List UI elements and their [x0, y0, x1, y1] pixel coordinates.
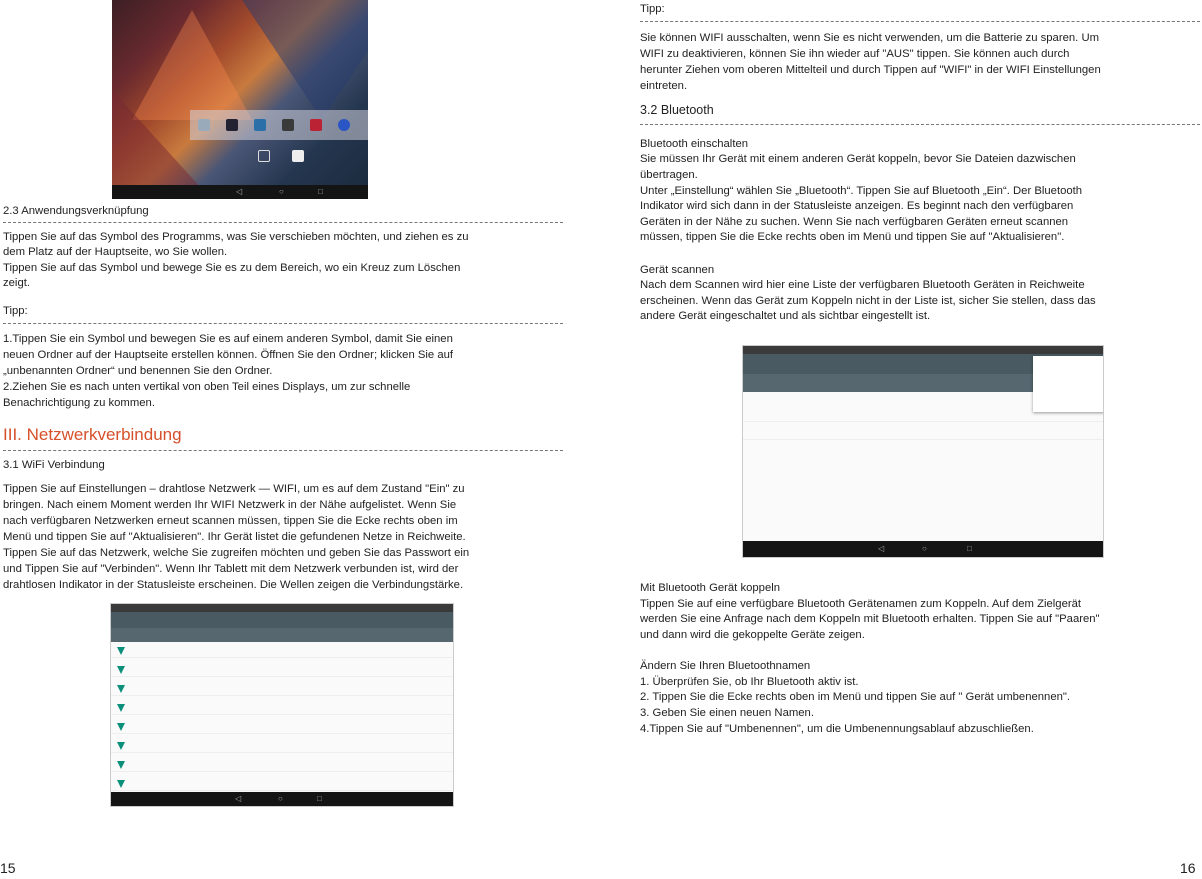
paragraph-line: Mit Bluetooth Gerät koppeln: [640, 582, 781, 594]
section-3-1-title: 3.1 WiFi Verbindung: [3, 459, 105, 471]
tip-title: Tipp:: [3, 305, 28, 317]
app-icon: [226, 119, 238, 131]
paragraph-line: Menü und tippen Sie auf "Aktualisieren". Ihr Gerät listet die gefundenen Netze in Reichweite.: [3, 531, 466, 543]
paragraph-line: Sie können WIFI ausschalten, wenn Sie es nicht verwenden, um die Batterie zu sparen. Um: [640, 32, 1100, 44]
paragraph-line: 4.Tippen Sie auf "Umbenennen", um die Umbenennungsablauf abzuschließen.: [640, 723, 1034, 735]
list-item: [111, 739, 453, 753]
wifi-icon: [117, 761, 125, 769]
paragraph-line: 2.Ziehen Sie es nach unten vertikal von oben Teil eines Displays, um zur schnelle: [3, 381, 411, 393]
app-icon: [254, 119, 266, 131]
paragraph-line: Unter „Einstellung“ wählen Sie „Bluetooth“. Tippen Sie auf Bluetooth „Ein“. Der Bluetooth: [640, 185, 1083, 197]
wifi-icon: [117, 704, 125, 712]
wifi-icon: [117, 742, 125, 750]
overflow-menu: [1033, 356, 1104, 412]
paragraph-line: „unbenannten Ordner“ und benennen Sie den Ordner.: [3, 365, 273, 377]
paragraph-line: Tippen Sie auf Einstellungen – drahtlose Netzwerk — WIFI, um es auf dem Zustand "Ein" zu: [3, 483, 465, 495]
paragraph-line: herunter Ziehen vom oberen Mittelteil und durch Tippen auf "WIFI" in der WIFI Einstellungen: [640, 64, 1101, 76]
paragraph-line: 2. Tippen Sie die Ecke rechts oben im Menü und tippen Sie auf " Gerät umbenennen".: [640, 691, 1071, 703]
app-icon: [310, 119, 322, 131]
list-item: [111, 644, 453, 658]
paragraph-line: und Tippen Sie auf "Verbinden". Wenn Ihr Tablett mit dem Netzwerk verbunden ist, wird der: [3, 563, 459, 575]
app-icon: [258, 150, 270, 162]
paragraph-line: eintreten.: [640, 80, 688, 92]
wifi-icon: [117, 685, 125, 693]
list-item: [111, 777, 453, 791]
home-icon: ○: [279, 187, 284, 196]
paragraph-line: und dann wird die gekoppelte Geräte zeigen.: [640, 629, 865, 641]
recents-icon: □: [318, 187, 323, 196]
tip-title: Tipp:: [640, 3, 665, 15]
list-item: [111, 758, 453, 772]
app-dock: [190, 110, 368, 140]
chapter-title: III. Netzwerkverbindung: [3, 425, 182, 444]
paragraph-line: Geräten in der Nähe zu suchen. Wenn Sie nach verfügbaren Geräten erneut scannen: [640, 216, 1069, 228]
paragraph-line: dem Platz auf der Hauptseite, wo Sie wollen.: [3, 246, 228, 258]
paragraph-line: andere Gerät eingeschaltet und als sichtbar eingestellt ist.: [640, 310, 931, 322]
wifi-icon: [117, 647, 125, 655]
paragraph-line: werden Sie eine Anfrage nach dem Koppeln mit Bluetooth erhalten. Tippen Sie auf "Paaren": [640, 613, 1100, 625]
bluetooth-settings-screenshot: [742, 345, 1104, 558]
paragraph-line: müssen, tippen Sie die Ecke rechts oben im Menü und tippen Sie auf "Aktualisieren".: [640, 231, 1065, 243]
home-icon: ○: [922, 544, 927, 553]
list-item: [111, 720, 453, 734]
paragraph-line: Indikator wird sich dann in der Statusleiste anzeigen. Es beginnt nach den verfügbaren: [640, 200, 1074, 212]
paragraph-line: Gerät scannen: [640, 264, 715, 276]
paragraph-line: nach verfügbaren Netzwerken erneut scannen müssen, tippen Sie die Ecke rechts oben im: [3, 515, 458, 527]
paragraph-line: bringen. Nach einem Moment werden Ihr WIFI Netzwerk in der Nähe aufgelistet. Wenn Sie: [3, 499, 457, 511]
paragraph-line: Bluetooth einschalten: [640, 138, 749, 150]
page-15: [0, 0, 600, 879]
paragraph-line: zeigt.: [3, 277, 31, 289]
back-icon: ◁: [878, 544, 885, 553]
back-icon: ◁: [236, 187, 243, 196]
paragraph-line: Tippen Sie auf das Netzwerk, welche Sie zugreifen möchten und geben Sie das Passwort ein: [3, 547, 470, 559]
paragraph-line: Tippen Sie auf eine verfügbare Bluetooth Gerätenamen zum Koppeln. Auf dem Zielgerät: [640, 598, 1082, 610]
back-icon: ◁: [235, 794, 242, 803]
paragraph-line: übertragen.: [640, 169, 698, 181]
recents-icon: □: [317, 794, 322, 803]
home-icon: ○: [278, 794, 283, 803]
paragraph-line: neuen Ordner auf der Hauptseite erstellen können. Öffnen Sie den Ordner; klicken Sie auf: [3, 349, 454, 361]
paragraph-line: Ändern Sie Ihren Bluetoothnamen: [640, 660, 811, 672]
page-number: 16: [1180, 860, 1196, 876]
page-number: 15: [0, 860, 16, 876]
app-icon: [282, 119, 294, 131]
paragraph-line: Tippen Sie auf das Symbol des Programms, was Sie verschieben möchten, und ziehen es zu: [3, 231, 469, 243]
paragraph-line: 1. Überprüfen Sie, ob Ihr Bluetooth aktiv ist.: [640, 676, 859, 688]
page-16: [600, 0, 1202, 879]
list-item: [111, 701, 453, 715]
section-3-2-title: 3.2 Bluetooth: [640, 103, 714, 117]
wifi-icon: [117, 723, 125, 731]
home-screen-screenshot: [112, 0, 368, 199]
list-item: [743, 426, 1103, 440]
wifi-icon: [117, 666, 125, 674]
app-icon: [338, 119, 350, 131]
paragraph-line: erscheinen. Wenn das Gerät zum Koppeln nicht in der Liste ist, sicher Sie stellen, dass das: [640, 295, 1096, 307]
paragraph-line: Benachrichtigung zu kommen.: [3, 397, 155, 409]
recents-icon: □: [967, 544, 972, 553]
paragraph-line: 1.Tippen Sie ein Symbol und bewegen Sie es auf einem anderen Symbol, damit Sie einen: [3, 333, 453, 345]
list-item: [111, 682, 453, 696]
paragraph-line: Nach dem Scannen wird hier eine Liste der verfügbaren Bluetooth Geräten in Reichweite: [640, 279, 1085, 291]
paragraph-line: WIFI zu deaktivieren, können Sie ihn wieder auf "AUS" tippen. Sie können auch durch: [640, 48, 1070, 60]
paragraph-line: drahtlosen Indikator in der Statusleiste erscheinen. Die Wellen zeigen die Verbindungstärke.: [3, 579, 464, 591]
wifi-settings-screenshot: [110, 603, 454, 807]
wifi-icon: [117, 780, 125, 788]
list-item: [111, 663, 453, 677]
paragraph-line: Tippen Sie auf das Symbol und bewege Sie es zu dem Bereich, wo ein Kreuz zum Löschen: [3, 262, 461, 274]
paragraph-line: Sie müssen Ihr Gerät mit einem anderen Gerät koppeln, bevor Sie Dateien dazwischen: [640, 153, 1076, 165]
paragraph-line: 3. Geben Sie einen neuen Namen.: [640, 707, 814, 719]
app-icon: [292, 150, 304, 162]
section-2-3-title: 2.3 Anwendungsverknüpfung: [3, 205, 149, 217]
app-icon: [198, 119, 210, 131]
